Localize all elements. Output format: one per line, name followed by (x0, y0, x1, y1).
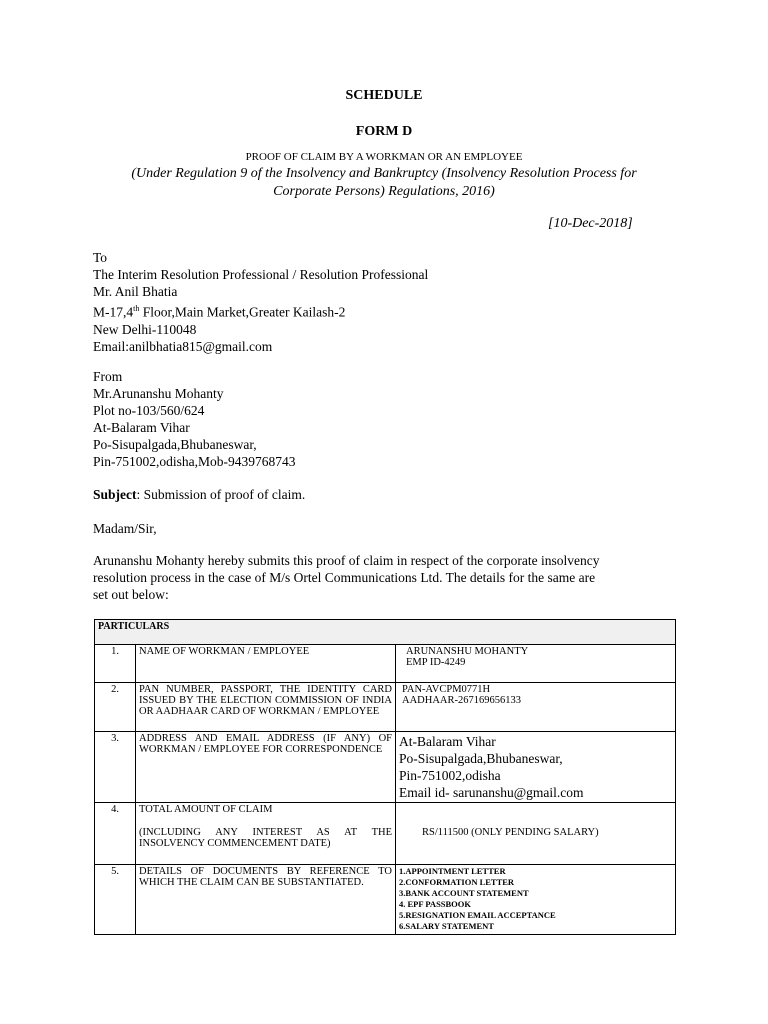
particular-note: (INCLUDING ANY INTEREST AS AT THE INSOLVENCY COMMENCEMENT DATE) (139, 827, 392, 849)
particular-cell: NAME OF WORKMAN / EMPLOYEE (136, 645, 396, 683)
document-item: 2.CONFORMATION LETTER (399, 877, 515, 887)
value-cell (396, 683, 676, 732)
particular-cell: PAN NUMBER, PASSPORT, THE IDENTITY CARD ISSUED BY THE ELECTION COMMISSION OF INDIA OR AADHAAR CARD OF WORKMAN / EMPLOYEE (136, 683, 396, 732)
document-item: 4. EPF PASSBOOK (399, 899, 472, 909)
document-item: 3.BANK ACCOUNT STATEMENT (399, 888, 529, 898)
row-number: 5. (95, 865, 136, 935)
regulation-line-1: (Under Regulation 9 of the Insolvency and Bankruptcy (Insolvency Resolution Process for (131, 166, 637, 181)
value-cell (396, 732, 676, 803)
document-item: 6.SALARY STATEMENT (399, 921, 494, 931)
value-cell (396, 645, 676, 683)
schedule-heading: SCHEDULE (345, 88, 423, 103)
intro-line: Arunanshu Mohanty hereby submits this proof of claim in respect of the corporate insolvency (93, 553, 600, 568)
sender-line: At-Balaram Vihar (93, 420, 190, 435)
value-line: At-Balaram Vihar (399, 734, 496, 749)
table-row (95, 732, 676, 803)
subject-label: Subject (93, 487, 137, 502)
document-item: 5.RESIGNATION EMAIL ACCEPTANCE (399, 910, 556, 920)
recipient-line: Mr. Anil Bhatia (93, 284, 178, 299)
sender-block (93, 368, 296, 470)
recipient-line: The Interim Resolution Professional / Resolution Professional (93, 267, 429, 282)
value-line: PAN-AVCPM0771H (402, 684, 491, 695)
ordinal-suffix: th (133, 304, 140, 313)
recipient-line: Email:anilbhatia815@gmail.com (93, 338, 273, 354)
particular-label: TOTAL AMOUNT OF CLAIM (139, 804, 273, 815)
from-label: From (93, 369, 123, 384)
subject-line (93, 486, 305, 503)
subject-text: : Submission of proof of claim. (136, 487, 306, 502)
recipient-line: M-17,4th Floor,Main Market,Greater Kailash-2 (93, 304, 346, 320)
value-line: EMP ID-4249 (406, 657, 466, 668)
value-line: Po-Sisupalgada,Bhubaneswar, (399, 751, 563, 766)
sender-line: Plot no-103/560/624 (93, 403, 205, 418)
table-row (95, 683, 676, 732)
table-header-row (95, 620, 676, 645)
value-cell: RS/111500 (ONLY PENDING SALARY) (396, 803, 676, 865)
intro-line: resolution process in the case of M/s Ortel Communications Ltd. The details for the same are (93, 570, 596, 585)
value-line: AADHAAR-267169656133 (402, 695, 521, 706)
sender-line: Mr.Arunanshu Mohanty (93, 386, 224, 401)
row-number: 2. (95, 683, 136, 732)
table-row (95, 865, 676, 935)
salutation: Madam/Sir, (93, 521, 157, 536)
row-number: 1. (95, 645, 136, 683)
recipient-block (93, 249, 428, 355)
intro-paragraph (93, 552, 678, 603)
form-heading: FORM D (355, 124, 413, 139)
claim-table (94, 619, 676, 935)
intro-line: set out below: (93, 587, 169, 602)
value-line: ARUNANSHU MOHANTY (406, 646, 529, 657)
claim-date: [10-Dec-2018] (548, 216, 633, 231)
value-line: Email id- sarunanshu@gmail.com (399, 785, 584, 800)
value-cell (396, 865, 676, 935)
table-row (95, 803, 676, 865)
particular-cell: DETAILS OF DOCUMENTS BY REFERENCE TO WHICH THE CLAIM CAN BE SUBSTANTIATED. (136, 865, 396, 935)
particulars-header: PARTICULARS (95, 620, 676, 645)
particular-cell: ADDRESS AND EMAIL ADDRESS (IF ANY) OF WORKMAN / EMPLOYEE FOR CORRESPONDENCE (136, 732, 396, 803)
sender-line: Po-Sisupalgada,Bhubaneswar, (93, 437, 257, 452)
value-line: Pin-751002,odisha (399, 768, 501, 783)
particular-cell (136, 803, 396, 865)
to-label: To (93, 250, 108, 265)
row-number: 3. (95, 732, 136, 803)
form-subtitle: PROOF OF CLAIM BY A WORKMAN OR AN EMPLOYEE (245, 151, 523, 163)
recipient-line: New Delhi-110048 (93, 321, 197, 337)
sender-line: Pin-751002,odisha,Mob-9439768743 (93, 454, 296, 469)
table-row (95, 645, 676, 683)
regulation-line-2: Corporate Persons) Regulations, 2016) (273, 184, 495, 199)
document-item: 1.APPOINTMENT LETTER (399, 866, 506, 876)
row-number: 4. (95, 803, 136, 865)
regulation-reference (0, 165, 768, 201)
